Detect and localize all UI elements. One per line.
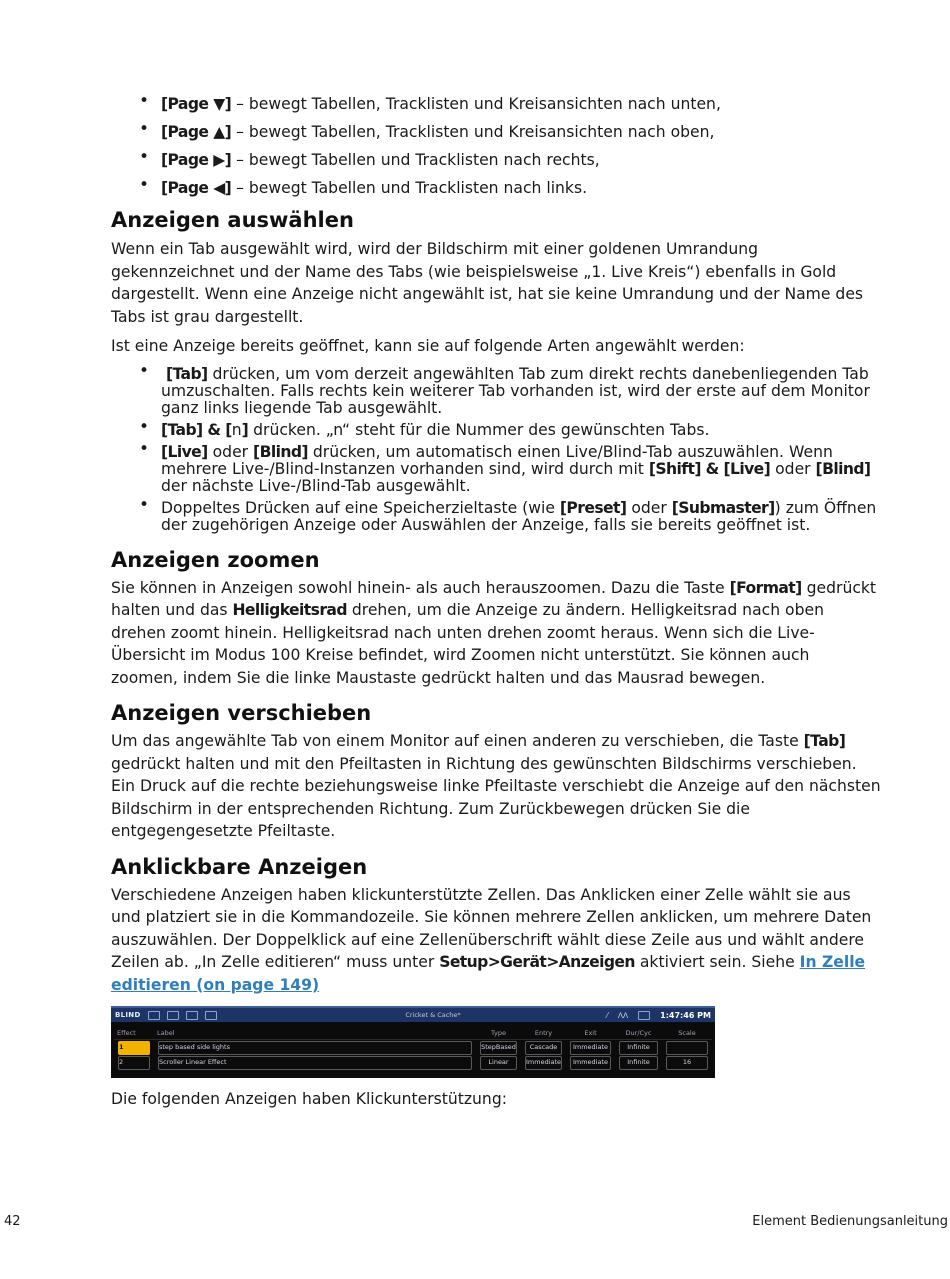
- item-text: drücken, um automatisch einen Live/Blind-Tab auszuwählen. Wenn mehrere Live-/Blind-Instanzen vorhanden sind, wird durch mit: [161, 442, 833, 478]
- para-text: aktiviert sein. Siehe: [634, 953, 800, 971]
- item-text: – bewegt Tabellen, Tracklisten und Kreisansichten nach unten,: [231, 95, 721, 113]
- table-cell[interactable]: step based side lights: [158, 1041, 472, 1055]
- header-right: [551, 1011, 711, 1020]
- heading-select: Anzeigen auswählen: [111, 208, 354, 232]
- key-label: [Page ▲]: [161, 123, 232, 141]
- key-label: [Tab]: [803, 732, 846, 750]
- table-cell[interactable]: Linear: [480, 1056, 517, 1070]
- header-left: [115, 1011, 315, 1020]
- clickable-para: [111, 884, 881, 997]
- effect-table: [114, 1026, 712, 1070]
- key-label: [Blind]: [253, 442, 308, 461]
- console-screenshot: [111, 1006, 715, 1078]
- table-header: [114, 1026, 712, 1040]
- item-text: drücken. „n“ steht für die Nummer des gewünschten Tabs.: [248, 420, 710, 439]
- key-label: [Page ▶]: [161, 151, 232, 169]
- column-header[interactable]: Label: [157, 1028, 175, 1037]
- list-item: [111, 96, 881, 113]
- para-text: Sie können in Anzeigen sowohl hinein- als auch herauszoomen. Dazu die Taste: [111, 578, 730, 597]
- table-cell[interactable]: 1: [118, 1041, 150, 1055]
- key-label: [Format]: [729, 578, 802, 597]
- key-label: ]: [241, 420, 249, 439]
- page-content: [111, 96, 881, 1111]
- fan-icon: ᐱᐱ: [617, 1010, 629, 1020]
- cross-reference-link[interactable]: In Zelle editieren (on page 149): [111, 953, 866, 994]
- key-label: [Page ◀]: [161, 179, 232, 197]
- list-item: [111, 180, 881, 197]
- item-text: n: [231, 420, 242, 439]
- list-item: [111, 500, 881, 534]
- clickable-after-para: Die folgenden Anzeigen haben Klickunterstützung:: [111, 1090, 507, 1108]
- column-header[interactable]: Effect: [117, 1028, 136, 1037]
- page-keys-list: [111, 96, 881, 197]
- window-icon: [205, 1011, 217, 1020]
- table-cell[interactable]: Cascade: [525, 1041, 562, 1055]
- column-header[interactable]: Dur/Cyc: [625, 1028, 652, 1037]
- table-cell[interactable]: [666, 1041, 708, 1055]
- para-text: gedrückt halten und mit den Pfeiltasten in Richtung des gewünschten Bildschirms verschieben. Ein Druck auf die rechte beziehungsweise linke Pfeiltaste verschiebt die Anzeige auf den nächsten Bildschirm in der entsprechenden Richtung. Zum Zurückbewegen drücken Sie die entgegengesetzte Pfeiltaste.: [111, 754, 881, 840]
- item-text: – bewegt Tabellen und Tracklisten nach rechts,: [231, 151, 600, 169]
- select-para-1: Wenn ein Tab ausgewählt wird, wird der Bildschirm mit einer goldenen Umrandung gekennzeichnet und der Name des Tabs (wie beispielsweise „1. Live Kreis“) ebenfalls in Gold dargestellt. Wenn eine Anzeige nicht angewählt ist, hat sie keine Umrandung und der Name des Tabs ist grau dargestellt.: [111, 240, 864, 326]
- table-cell[interactable]: Scroller Linear Effect: [158, 1056, 472, 1070]
- item-text: drücken, um vom derzeit angewählten Tab zum direkt rechts danebenliegenden Tab umzuschalten. Falls rechts kein weiterer Tab vorhanden ist, wird der erste auf dem Monitor ganz links liegende Tab ausgewählt.: [161, 364, 870, 417]
- document-title: Element Bedienungsanleitung: [752, 1214, 948, 1229]
- item-text: Doppeltes Drücken auf eine Speicherzieltaste (wie: [161, 498, 560, 517]
- para-text: drehen, um die Anzeige zu ändern. Helligkeitsrad nach oben drehen zoomt hinein. Helligkeitsrad nach unten drehen zoomt heraus. Wenn sich die Live-Übersicht im Modus 100 Kreise befindet, wird Zoomen nicht unterstützt. Sie können auch zoomen, indem Sie die linke Maustaste gedrückt halten und das Mausrad bewegen.: [111, 601, 824, 687]
- column-header[interactable]: Entry: [534, 1028, 553, 1037]
- key-label: [Submaster]: [671, 498, 775, 517]
- select-para-2: Ist eine Anzeige bereits geöffnet, kann sie auf folgende Arten angewählt werden:: [111, 337, 745, 355]
- tab-icon: [167, 1011, 179, 1020]
- table-cell[interactable]: Immediate: [570, 1041, 611, 1055]
- list-item: [111, 152, 881, 169]
- list-item: [111, 124, 881, 141]
- show-title: Cricket & Cache*: [405, 1011, 461, 1019]
- key-label: [Live]: [161, 442, 208, 461]
- para-text: gedrückt halten und das: [111, 578, 877, 619]
- list-item: [111, 366, 881, 417]
- page-number: 42: [4, 1214, 21, 1229]
- item-text: oder: [770, 459, 816, 478]
- key-label: [Preset]: [559, 498, 627, 517]
- item-text: – bewegt Tabellen und Tracklisten nach links.: [231, 179, 588, 197]
- pen-icon: ⁄: [606, 1010, 608, 1020]
- para-text: Verschiedene Anzeigen haben klickunterstützte Zellen. Das Anklicken einer Zelle wählt sie aus und platziert sie in die Kommandozeile. Sie können mehrere Zellen anklicken, um mehrere Daten auszuwählen. Der Doppelklick auf eine Zellenüberschrift wählt diese Zeile aus und wählt andere Zeilen ab. „In Zelle editieren“ muss unter: [111, 885, 872, 971]
- zoom-para: [111, 577, 881, 690]
- key-label: [Blind]: [815, 459, 871, 478]
- window-icon: [186, 1011, 198, 1020]
- table-cell[interactable]: Infinite: [619, 1056, 658, 1070]
- tab-icon: [148, 1011, 160, 1020]
- table-cell[interactable]: StepBased: [480, 1041, 517, 1055]
- item-text: oder: [207, 442, 254, 461]
- screenshot-header-bar: [111, 1008, 715, 1022]
- item-text: – bewegt Tabellen, Tracklisten und Kreisansichten nach oben,: [231, 123, 715, 141]
- key-label: Helligkeitsrad: [232, 601, 347, 619]
- list-item: [111, 422, 881, 439]
- key-label: [Page ▼]: [161, 95, 232, 113]
- table-cell[interactable]: Infinite: [619, 1041, 658, 1055]
- list-item: [111, 444, 881, 495]
- table-cell[interactable]: Immediate: [570, 1056, 611, 1070]
- heading-zoom: Anzeigen zoomen: [111, 547, 320, 572]
- move-para: [111, 730, 881, 843]
- camera-icon: [638, 1011, 650, 1020]
- table-row: [114, 1040, 712, 1055]
- para-text: Um das angewählte Tab von einem Monitor auf einen anderen zu verschieben, die Taste: [111, 732, 804, 750]
- key-label: [Shift] & [Live]: [648, 459, 771, 478]
- column-header[interactable]: Scale: [678, 1028, 696, 1037]
- heading-move: Anzeigen verschieben: [111, 701, 372, 725]
- key-label: Setup>Gerät>Anzeigen: [439, 953, 635, 971]
- key-label: [Tab] & [: [161, 420, 232, 439]
- key-label: [Tab]: [165, 364, 208, 383]
- heading-clickable: Anklickbare Anzeigen: [111, 854, 368, 879]
- item-text: der nächste Live-/Blind-Tab ausgewählt.: [161, 476, 471, 495]
- table-row: [114, 1055, 712, 1070]
- table-cell[interactable]: 16: [666, 1056, 708, 1070]
- mode-label: BLIND: [115, 1011, 141, 1019]
- clock: 1:47:46 PM: [660, 1010, 711, 1020]
- item-text: ) zum Öffnen der zugehörigen Anzeige oder Auswählen der Anzeige, falls sie bereits geöffnet ist.: [161, 498, 877, 534]
- item-text: oder: [626, 498, 672, 517]
- select-list: [111, 366, 881, 534]
- table-cell[interactable]: 2: [118, 1056, 150, 1070]
- column-header[interactable]: Type: [491, 1028, 506, 1037]
- column-header[interactable]: Exit: [584, 1028, 597, 1037]
- table-cell[interactable]: Immediate: [525, 1056, 562, 1070]
